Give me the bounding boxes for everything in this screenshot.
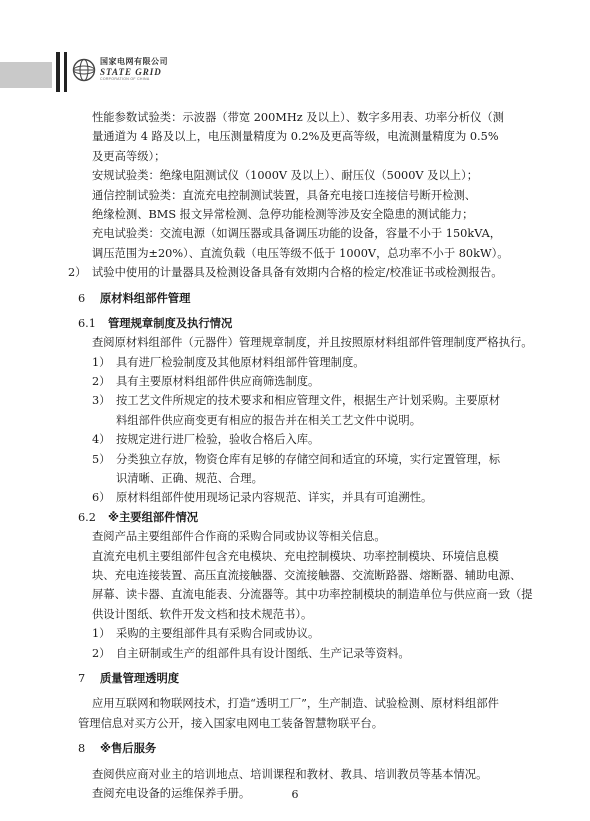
- list-number: 2）: [92, 375, 111, 389]
- list-item: [92, 624, 518, 643]
- list-number: 5）: [92, 452, 111, 466]
- text-line: 块、充电连接装置、高压直流接触器、交流接触器、交流断路器、熔断器、辅助电源、: [92, 568, 522, 582]
- list-text: 具有主要原材料组部件供应商筛选制度。: [116, 375, 320, 389]
- list-item: [92, 353, 518, 372]
- list-item-continuation: 料组部件供应商变更有相应的报告并在相关工艺文件中说明。: [116, 413, 422, 427]
- list-text: 按规定进行进厂检验，验收合格后入库。: [116, 433, 320, 447]
- text-line: 查阅产品主要组部件合作商的采购合同或协议等相关信息。: [92, 530, 386, 544]
- section-heading: [78, 739, 518, 758]
- subsection-title: 管理规章制度及执行情况: [108, 316, 233, 330]
- text-line: 绝缘检测、BMS 报文异常检测、急停功能检测等涉及安全隐患的测试能力；: [92, 207, 474, 221]
- header-gray-bar: [0, 62, 52, 88]
- subsection-heading: [78, 508, 518, 527]
- list-number: 3）: [92, 394, 111, 408]
- list-item: [68, 263, 518, 282]
- section-title: 质量管理透明度: [100, 671, 180, 685]
- text-line: 及更高等级）；: [92, 149, 166, 163]
- text-line: 通信控制试验类：直流充电控制测试装置，具备充电接口连接信号断开检测、: [92, 188, 477, 202]
- section-title: ※售后服务: [100, 742, 157, 756]
- text-line: 查阅原材料组部件（元器件）管理规章制度，并且按照原材料组部件管理制度严格执行。: [92, 336, 533, 350]
- list-number: 2）: [92, 646, 111, 660]
- list-number: 2）: [68, 266, 87, 280]
- brand-subtitle: CORPORATION OF CHINA: [100, 77, 150, 81]
- text-line: 调压范围为±20%）、直流负载（电压等级不低于 1000V，总功率不小于 80kW）。: [92, 246, 509, 260]
- text-line: 屏幕、读卡器、直流电能表、分流器等。其中功率控制模块的制造单位与供应商一致（提: [92, 588, 533, 602]
- text-line: 性能参数试验类：示波器（带宽 200MHz 及以上）、数字多用表、功率分析仪（测: [92, 111, 504, 124]
- list-item: [92, 488, 518, 507]
- text-line: 应用互联网和物联网技术，打造“透明工厂”，生产制造、试验检测、原材料组部件: [92, 697, 499, 711]
- section-number: 6: [78, 291, 86, 305]
- section-number: 8: [78, 742, 86, 756]
- list-item: [92, 644, 518, 663]
- list-item: [92, 450, 518, 469]
- text-line: 管理信息对买方公开，接入国家电网电工装备智慧物联平台。: [78, 716, 384, 730]
- list-number: 1）: [92, 355, 111, 369]
- header-divider-thin: [64, 52, 67, 92]
- section-number: 7: [78, 671, 86, 685]
- text-line: 量通道为 4 路及以上，电压测量精度为 0.2%及更高等级，电流测量精度为 0.5%: [92, 130, 499, 144]
- list-text: 按工艺文件所规定的技术要求和相应管理文件，根据生产计划采购。主要原材: [116, 394, 501, 408]
- list-item: [92, 372, 518, 391]
- brand-name-en: STATE GRID: [100, 67, 162, 77]
- subsection-title: ※主要组部件情况: [108, 510, 199, 524]
- header-divider-thick: [56, 52, 60, 92]
- section-title: 原材料组部件管理: [100, 291, 191, 305]
- brand-name-cn: 国家电网有限公司: [100, 57, 168, 66]
- section-heading: [78, 289, 518, 308]
- text-line: 供设计图纸、软件开发文档和技术规范书）。: [92, 607, 313, 621]
- list-text: 分类独立存放，物资仓库有足够的存储空间和适宜的环境，实行定置管理，标: [116, 452, 501, 466]
- state-grid-logo-icon: [72, 58, 96, 82]
- page-header: [0, 0, 590, 100]
- list-item: [92, 430, 518, 449]
- document-body: [68, 108, 533, 803]
- page-number: 6: [291, 788, 299, 801]
- list-number: 1）: [92, 627, 111, 641]
- text-line: 查阅供应商对业主的培训地点、培训课程和教材、教具、培训教员等基本情况。: [92, 767, 488, 781]
- subsection-number: 6.2: [78, 510, 96, 524]
- subsection-heading: [78, 314, 518, 333]
- list-number: 6）: [92, 491, 111, 505]
- text-line: 直流充电机主要组部件包含充电模块、充电控制模块、功率控制模块、环境信息模: [92, 549, 499, 563]
- text-line: 充电试验类：交流电源（如调压器或具备调压功能的设备，容量不小于 150kVA，: [92, 227, 502, 241]
- list-text: 采购的主要组部件具有采购合同或协议。: [116, 627, 320, 641]
- brand-block: [100, 58, 168, 82]
- subsection-number: 6.1: [78, 316, 96, 330]
- list-item-continuation: 识清晰、正确、规范、合理。: [116, 472, 263, 486]
- list-item: [92, 391, 518, 410]
- text-line: 查阅充电设备的运维保养手册。: [92, 786, 251, 800]
- section-heading: [78, 669, 518, 688]
- list-text: 自主研制或生产的组部件具有设计图纸、生产记录等资料。: [116, 646, 410, 660]
- list-text: 试验中使用的计量器具及检测设备具备有效期内合格的检定/校准证书或检测报告。: [92, 266, 503, 280]
- list-text: 原材料组部件使用现场记录内容规范、详实，并具有可追溯性。: [116, 491, 433, 505]
- list-number: 4）: [92, 433, 111, 447]
- text-line: 安规试验类：绝缘电阻测试仪（1000V 及以上）、耐压仪（5000V 及以上）；: [92, 169, 479, 183]
- list-text: 具有进厂检验制度及其他原材料组部件管理制度。: [116, 355, 365, 369]
